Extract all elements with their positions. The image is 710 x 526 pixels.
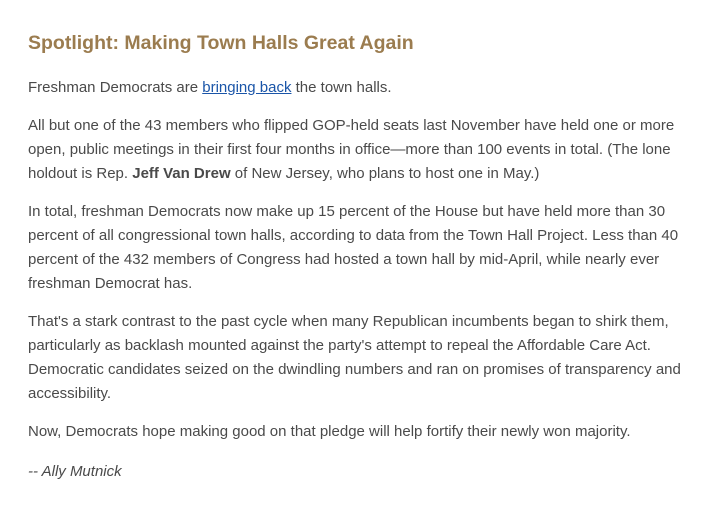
intro-text-after: the town halls. bbox=[291, 79, 392, 96]
flipped-seats-text-after: of New Jersey, who plans to host one in May.) bbox=[230, 165, 540, 182]
paragraph-intro bbox=[28, 76, 690, 100]
paragraph-contrast: That's a stark contrast to the past cycle when many Republican incumbents began to shirk them, particularly as backlash mounted against the party's attempt to repeal the Affordable Care Act. Democratic candidates seized on the dwindling numbers and ran on promises of transparency and accessibility. bbox=[28, 313, 681, 402]
paragraph-flipped-seats bbox=[28, 114, 690, 186]
headline: Spotlight: Making Town Halls Great Again bbox=[28, 32, 414, 54]
intro-text-before: Freshman Democrats are bbox=[28, 79, 203, 96]
bringing-back-link[interactable]: bringing back bbox=[202, 79, 292, 96]
paragraph-statistics: In total, freshman Democrats now make up 15 percent of the House but have held more than 30 percent of all congressional town halls, according to data from the Town Hall Project. Less than 40 percent of the 432 members of Congress had hosted a town hall by mid-April, while nearly ever freshman Democrat has. bbox=[28, 203, 679, 292]
jeff-van-drew-name: Jeff Van Drew bbox=[132, 165, 231, 182]
byline: -- Ally Mutnick bbox=[28, 463, 122, 480]
paragraph-conclusion: Now, Democrats hope making good on that pledge will help fortify their newly won majority. bbox=[28, 423, 631, 440]
flipped-seats-text-before: All but one of the 43 members who flipped GOP-held seats last November have held one or more open, public meetings in their first four months in office—more than 100 events in total. (The lone holdout is Rep. bbox=[28, 117, 675, 182]
